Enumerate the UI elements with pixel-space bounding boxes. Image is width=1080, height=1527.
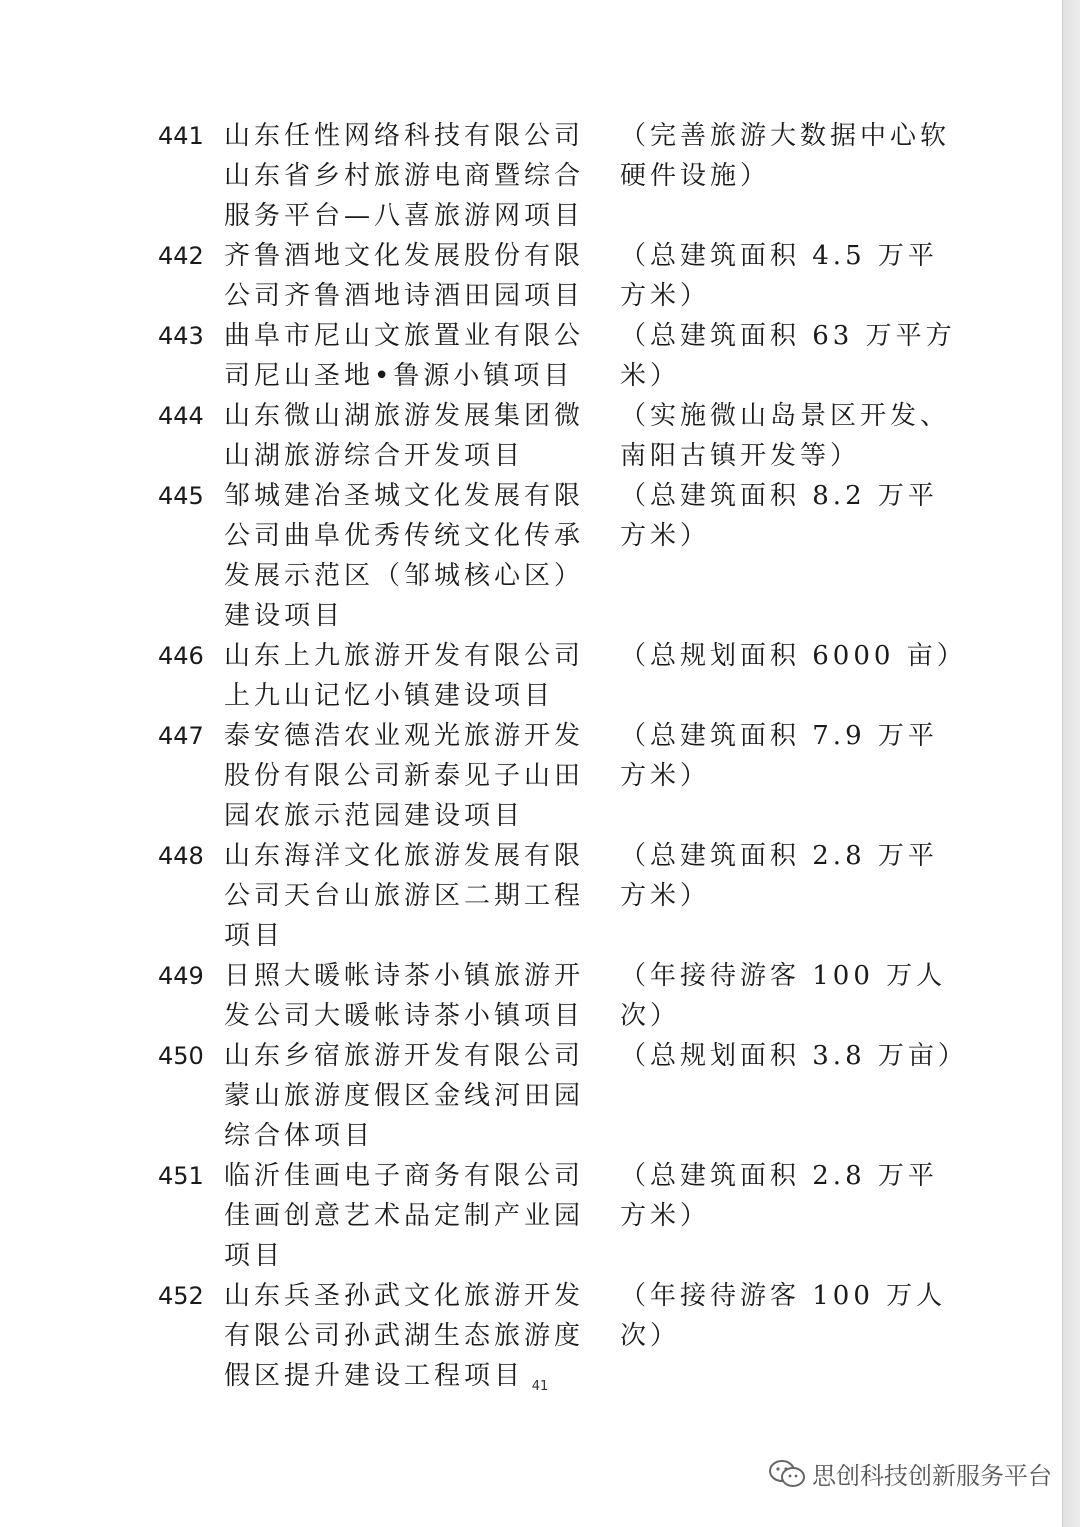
item-number: 441	[158, 122, 204, 150]
project-name: 日照大暖帐诗茶小镇旅游开发公司大暖帐诗茶小镇项目	[224, 961, 585, 1031]
list-item	[158, 236, 978, 316]
list-item	[158, 396, 978, 476]
project-note: （总建筑面积 63 万平方米）	[620, 321, 956, 391]
list-item	[158, 956, 978, 1036]
project-name: 邹城建冶圣城文化发展有限公司曲阜优秀传统文化传承发展示范区（邹城核心区）建设项目	[224, 481, 585, 631]
project-name: 山东海洋文化旅游发展有限公司天台山旅游区二期工程项目	[224, 841, 585, 951]
project-note: （完善旅游大数据中心软硬件设施）	[620, 121, 951, 191]
project-note: （总建筑面积 7.9 万平方米）	[620, 721, 938, 791]
item-number: 452	[158, 1282, 204, 1310]
project-note: （总规划面积 6000 亩）	[620, 641, 967, 671]
project-name: 齐鲁酒地文化发展股份有限公司齐鲁酒地诗酒田园项目	[224, 241, 585, 311]
list-item	[158, 716, 978, 836]
project-note: （总建筑面积 2.8 万平方米）	[620, 1161, 938, 1231]
project-name: 山东任性网络科技有限公司山东省乡村旅游电商暨综合服务平台—八喜旅游网项目	[224, 121, 585, 231]
project-note: （总建筑面积 2.8 万平方米）	[620, 841, 938, 911]
item-number: 442	[158, 242, 204, 270]
list-item	[158, 1276, 978, 1396]
project-note: （年接待游客 100 万人次）	[620, 961, 947, 1031]
project-note: （总规划面积 3.8 万亩）	[620, 1041, 968, 1071]
item-number: 449	[158, 962, 204, 990]
list-item	[158, 316, 978, 396]
item-number: 450	[158, 1042, 204, 1070]
item-number: 444	[158, 402, 204, 430]
project-name: 临沂佳画电子商务有限公司佳画创意艺术品定制产业园项目	[224, 1161, 585, 1271]
watermark	[768, 1456, 1052, 1491]
page-number: 41	[531, 1379, 549, 1394]
item-number: 448	[158, 842, 204, 870]
page-edge	[1062, 0, 1080, 1527]
project-note: （总建筑面积 8.2 万平方米）	[620, 481, 938, 551]
list-item	[158, 1156, 978, 1276]
project-list	[158, 116, 978, 1396]
item-number: 446	[158, 642, 204, 670]
project-name: 山东兵圣孙武文化旅游开发有限公司孙武湖生态旅游度假区提升建设工程项目	[224, 1281, 585, 1391]
project-note: （年接待游客 100 万人次）	[620, 1281, 947, 1351]
project-note: （实施微山岛景区开发、南阳古镇开发等）	[620, 401, 951, 471]
item-number: 447	[158, 722, 204, 750]
project-name: 山东乡宿旅游开发有限公司蒙山旅游度假区金线河田园综合体项目	[224, 1041, 585, 1151]
list-item	[158, 836, 978, 956]
item-number: 445	[158, 482, 204, 510]
list-item	[158, 116, 978, 236]
list-item	[158, 1036, 978, 1156]
item-number: 443	[158, 322, 204, 350]
item-number: 451	[158, 1162, 204, 1190]
project-note: （总建筑面积 4.5 万平方米）	[620, 241, 938, 311]
project-name: 山东微山湖旅游发展集团微山湖旅游综合开发项目	[224, 401, 585, 471]
project-name: 山东上九旅游开发有限公司上九山记忆小镇建设项目	[224, 641, 585, 711]
list-item	[158, 476, 978, 636]
watermark-text: 思创科技创新服务平台	[812, 1462, 1052, 1490]
project-name: 曲阜市尼山文旅置业有限公司尼山圣地•鲁源小镇项目	[224, 321, 585, 391]
list-item	[158, 636, 978, 716]
project-name: 泰安德浩农业观光旅游开发股份有限公司新泰见子山田园农旅示范园建设项目	[224, 721, 585, 831]
wechat-icon	[768, 1459, 806, 1489]
